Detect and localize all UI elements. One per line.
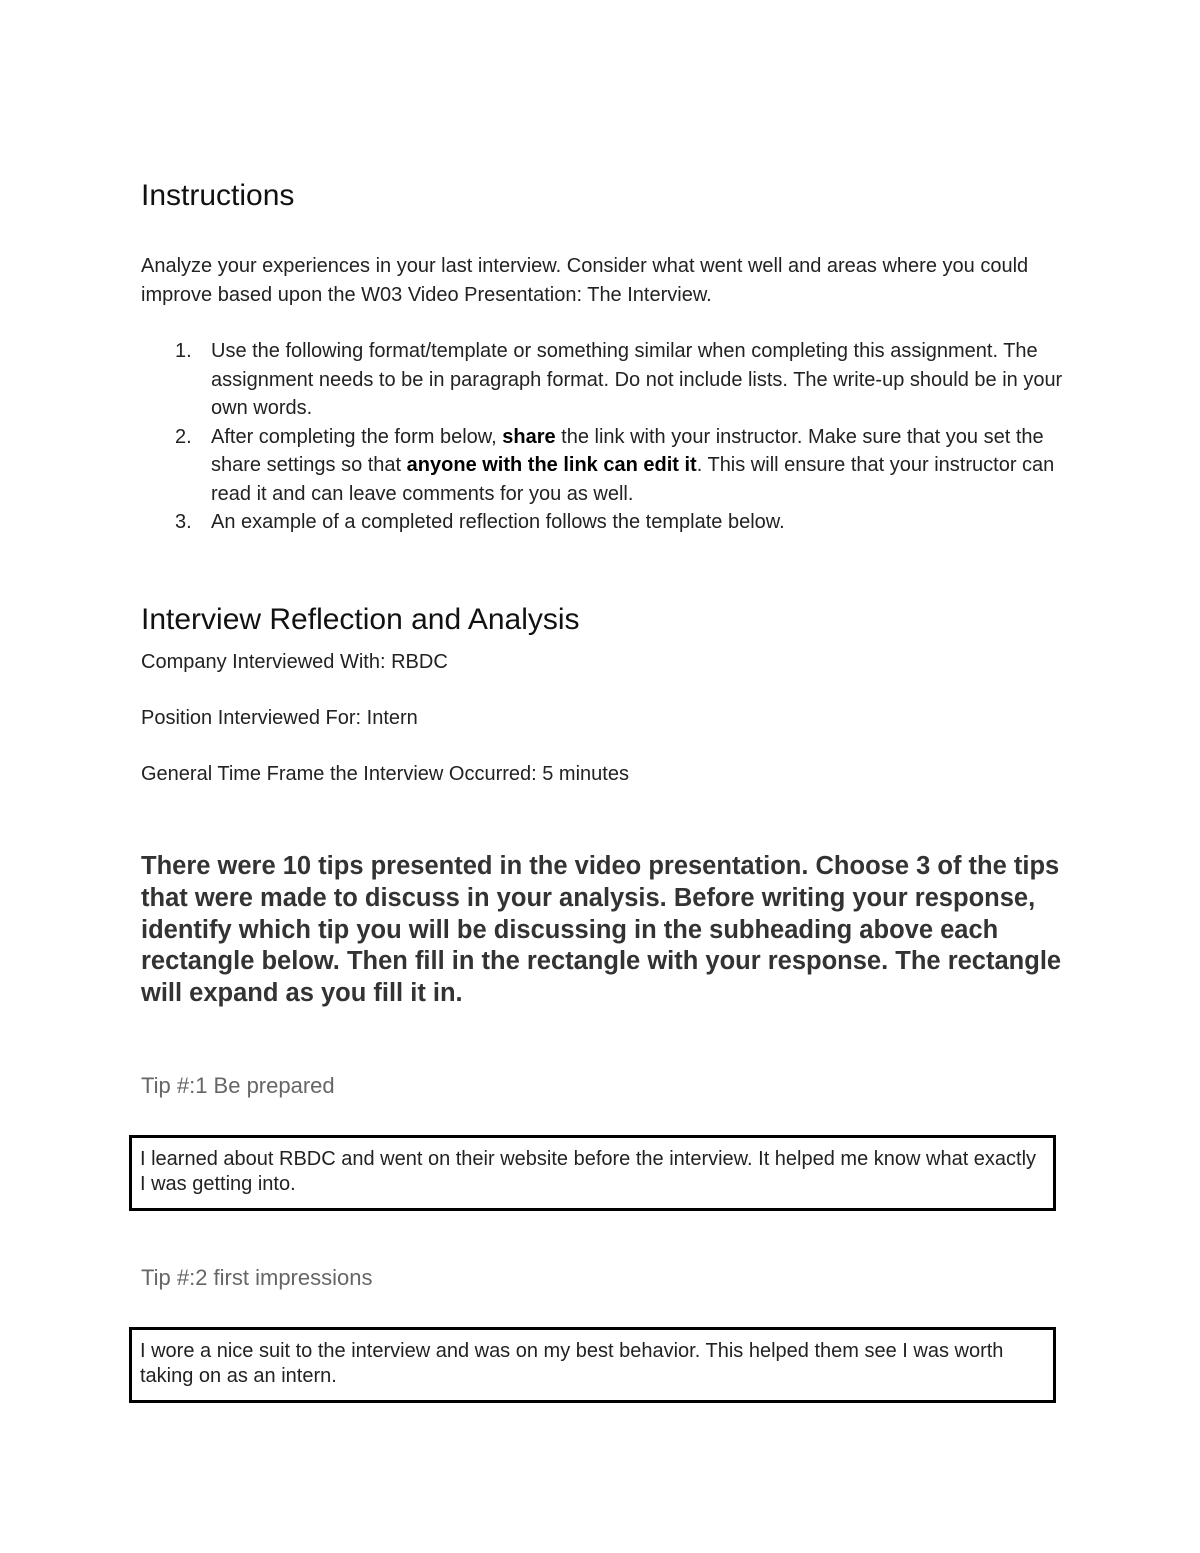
tip-1-heading: Tip #:1 Be prepared — [141, 1073, 335, 1098]
instructions-heading: Instructions — [141, 179, 295, 212]
time-frame-field: General Time Frame the Interview Occurred: 5 minutes — [141, 763, 629, 785]
list-item-text: After completing the form below, — [211, 425, 503, 448]
instructions-steps-list — [141, 337, 1081, 537]
tip-2-response-box[interactable]: I wore a nice suit to the interview and was on my best behavior. This helped them see I was worth taking on as an intern. — [129, 1327, 1056, 1403]
tips-prompt: There were 10 tips presented in the video presentation. Choose 3 of the tips that were made to discuss in your analysis. Before writing your response, identify which tip you will be discussing in the subheading above each rectangle below. Then fill in the rectangle with your response. The rectangle will expand as you fill it in. — [141, 852, 1062, 1008]
bold-share-setting: anyone with the link can edit it — [406, 454, 697, 476]
reflection-heading: Interview Reflection and Analysis — [141, 603, 580, 636]
bold-share: share — [502, 425, 556, 448]
list-item — [141, 508, 1081, 537]
instructions-intro: Analyze your experiences in your last interview. Consider what went well and areas where you could improve based upon the W03 Video Presentation: The Interview. — [141, 255, 1029, 306]
list-item-number: 1. — [175, 340, 192, 362]
position-field: Position Interviewed For: Intern — [141, 707, 418, 729]
list-item-text: Use the following format/template or something similar when completing this assignment. The assignment needs to be in paragraph format. Do not include lists. The write-up should be in your own words. — [211, 340, 1063, 419]
tip-1-response-box[interactable]: I learned about RBDC and went on their website before the interview. It helped me know what exactly I was getting into. — [129, 1135, 1056, 1211]
list-item-text: . This will ensure that your instructor can read it and can leave comments for you as well. — [211, 454, 1055, 505]
list-item-number: 2. — [175, 425, 192, 448]
list-item-text: An example of a completed reflection follows the template below. — [211, 511, 785, 533]
company-field: Company Interviewed With: RBDC — [141, 651, 448, 673]
list-item-text: the link with your instructor. Make sure that you set the share settings so that — [211, 425, 1044, 476]
tip-2-heading: Tip #:2 first impressions — [141, 1265, 373, 1290]
list-item — [141, 423, 1081, 509]
list-item-number: 3. — [175, 511, 192, 533]
list-item — [141, 337, 1081, 423]
